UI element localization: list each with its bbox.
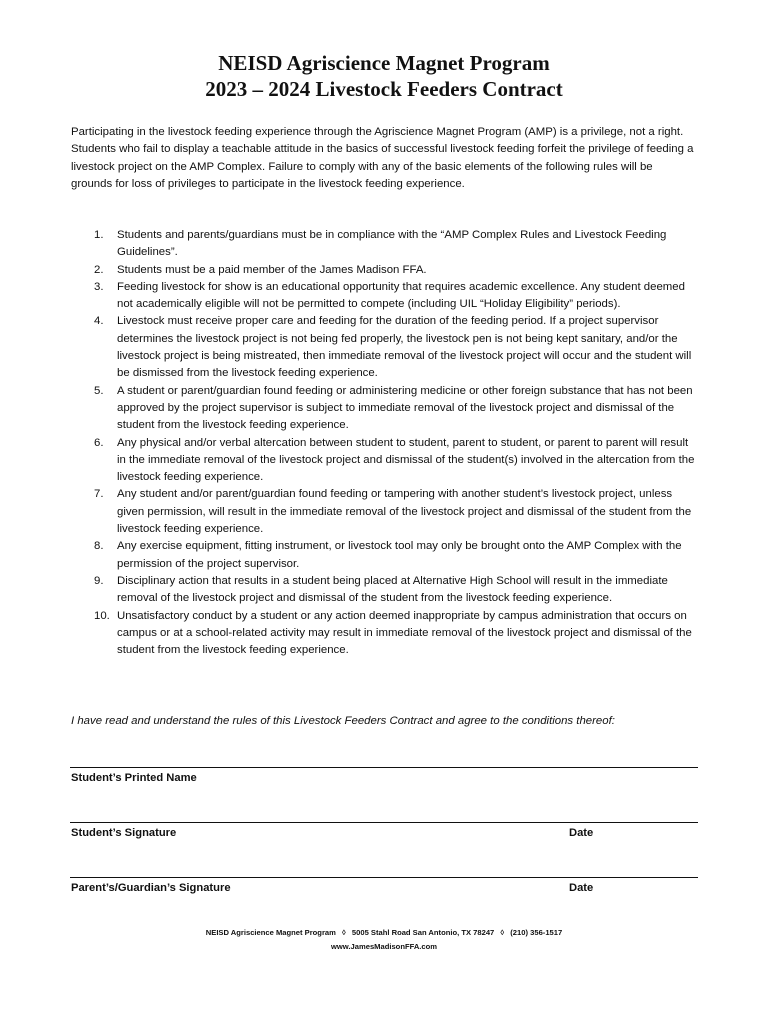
rule-item [71,262,696,279]
diamond-separator-icon: ◊ [342,928,346,937]
footer-website[interactable]: www.JamesMadisonFFA.com [330,942,438,951]
rule-number: 7. [94,488,104,501]
student-signature-line[interactable] [70,822,698,823]
rule-item [71,383,696,435]
footer-contact [0,927,768,938]
rule-text: A student or parent/guardian found feeding or administering medicine or other foreign substance that has not been approved by the project supervisor is subject to immediate removal of the livestock project and dismissal of the student from the livestock feeding experience. [117,384,693,432]
rule-item [71,573,696,608]
footer-address: 5005 Stahl Road San Antonio, TX 78247 [351,928,495,937]
rule-number: 2. [94,263,104,276]
acknowledgement-statement: I have read and understand the rules of this Livestock Feeders Contract and agree to the conditions thereof: [71,715,615,727]
student-date-label: Date [569,827,594,839]
rule-item [71,538,696,573]
rule-text: Students and parents/guardians must be in compliance with the “AMP Complex Rules and Livestock Feeding Guidelines”. [117,229,667,259]
rule-text: Any exercise equipment, fitting instrument, or livestock tool may only be brought onto the AMP Complex with the permission of the project supervisor. [117,540,682,570]
page-title: NEISD Agriscience Magnet Program [218,51,550,75]
parent-date-label: Date [569,882,594,894]
rule-item [71,313,696,382]
rule-item [71,608,696,660]
rule-text: Livestock must receive proper care and feeding for the duration of the feeding period. If a project supervisor determines the livestock project is not being fed properly, the livestock pen is not being kept sanitary, and/or the livestock project is being mistreated, then immediate removal of the livestock project will occur and the student will be dismissed from the livestock feeding experience. [117,315,692,380]
page-subtitle: 2023 – 2024 Livestock Feeders Contract [205,77,563,101]
rule-number: 9. [94,574,104,587]
diamond-separator-icon: ◊ [500,928,505,937]
footer-org: NEISD Agriscience Magnet Program [205,928,336,937]
rule-item [71,486,696,538]
rule-text: Unsatisfactory conduct by a student or any action deemed inappropriate by campus administration that occurs on campus or at a school-related activity may result in immediate removal of the livestock project and dismissal of the student from the livestock feeding experience. [117,609,692,657]
rule-number: 8. [94,540,104,553]
student-name-label: Student’s Printed Name [71,772,197,784]
rule-number: 10. [94,609,110,622]
rule-text: Students must be a paid member of the James Madison FFA. [117,263,427,276]
rule-item [71,435,696,487]
rule-number: 4. [94,315,104,328]
rule-text: Any physical and/or verbal altercation between student to student, parent to student, or parent to parent will result in the immediate removal of the livestock project and dismissal of the student(s) involved in the altercation from the livestock feeding experience. [117,436,695,484]
rules-list [71,227,696,659]
student-signature-label: Student’s Signature [71,827,177,839]
rule-number: 1. [94,229,104,241]
rule-number: 6. [94,436,104,449]
rule-text: Feeding livestock for show is an educational opportunity that requires academic excellence. Any student deemed not academically eligible will not be permitted to compete (including UIL “Holiday Eligibility” periods). [117,280,685,311]
rule-number: 5. [94,384,104,397]
rule-item [71,227,696,262]
rule-item [71,279,696,314]
intro-paragraph: Participating in the livestock feeding experience through the Agriscience Magnet Program (AMP) is a privilege, not a right. Students who fail to display a teachable attitude in the basics of successful livestock feeding forfeit the privilege of feeding a livestock project on the AMP Complex. Failure to comply with any of the basic elements of the following rules will be grounds for loss of privileges to participate in the livestock feeding experience. [71,126,694,190]
student-name-line[interactable] [70,767,698,768]
rule-text: Any student and/or parent/guardian found feeding or tampering with another student’s livestock project, unless given permission, will result in the immediate removal of the livestock project and dismissal of the student from the livestock feeding experience. [117,488,692,536]
parent-signature-label: Parent’s/Guardian’s Signature [71,882,231,894]
rule-number: 3. [94,280,104,293]
rule-text: Disciplinary action that results in a student being placed at Alternative High School will result in the immediate removal of the livestock project and dismissal of the student from the livestock feeding experience. [117,574,668,605]
footer-phone: (210) 356-1517 [510,928,563,937]
parent-signature-line[interactable] [70,877,698,878]
